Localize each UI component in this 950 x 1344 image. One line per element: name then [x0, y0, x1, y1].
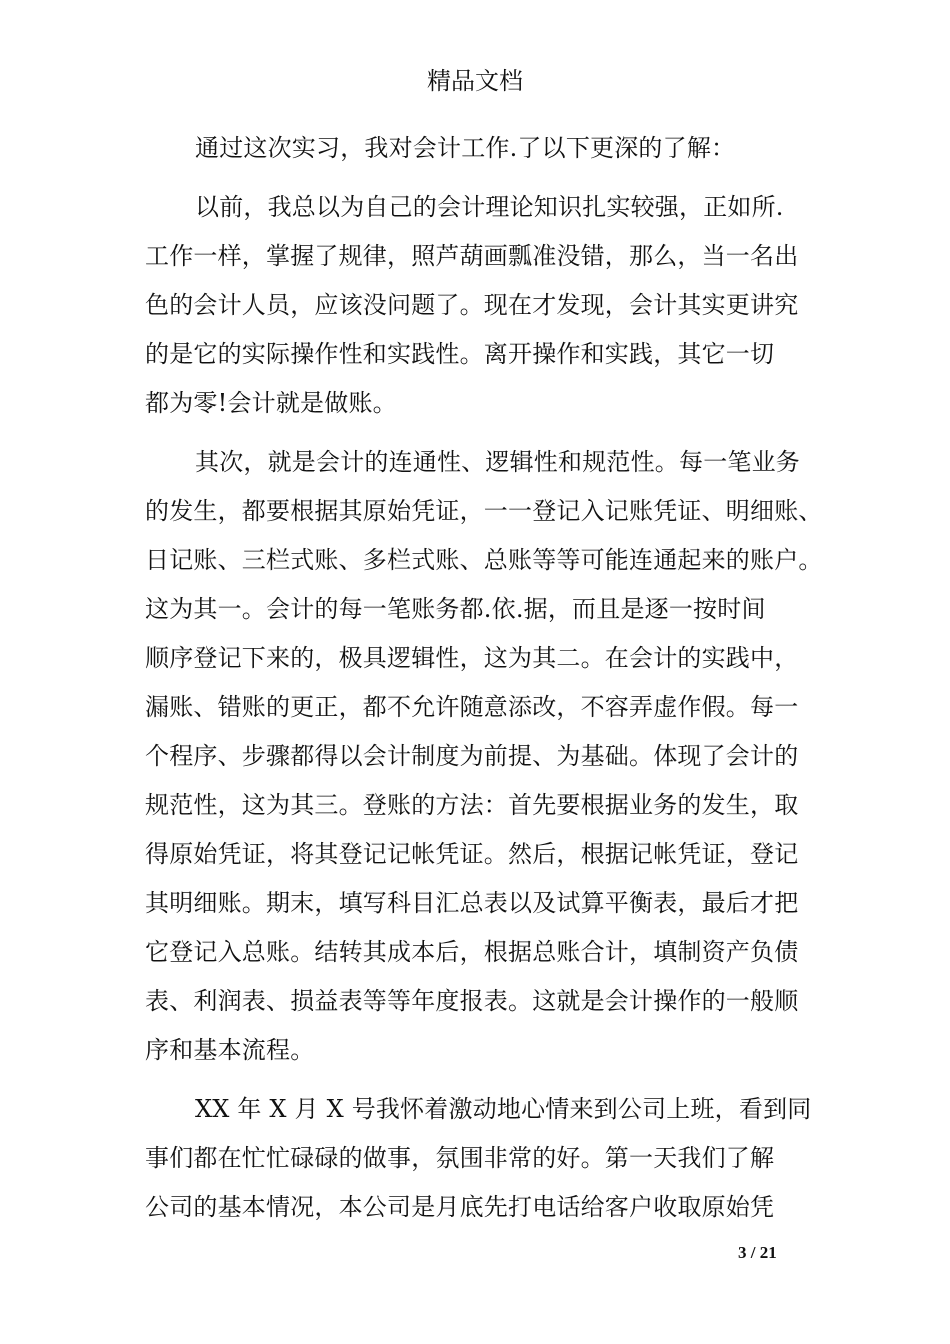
- paragraph-line: 的是它的实际操作性和实践性。离开操作和实践，其它一切: [145, 340, 775, 368]
- paragraph-line: 以前，我总以为自己的会计理论知识扎实较强，正如所.: [195, 193, 784, 221]
- paragraph-line: 其明细账。期末，填写科目汇总表以及试算平衡表，最后才把: [145, 889, 799, 917]
- paragraph-line: 序和基本流程。: [145, 1036, 315, 1064]
- paragraph-line: 个程序、步骤都得以会计制度为前提、为基础。体现了会计的: [145, 742, 799, 770]
- paragraph-line: 都为零!会计就是做账。: [145, 389, 397, 417]
- paragraph-line: 它登记入总账。结转其成本后，根据总账合计，填制资产负债: [145, 938, 799, 966]
- page-header-title: 精品文档: [427, 67, 523, 95]
- paragraph-line: XX 年 X 月 X 号我怀着激动地心情来到公司上班，看到同: [195, 1095, 812, 1123]
- paragraph-line: 通过这次实习，我对会计工作.了以下更深的了解：: [195, 134, 736, 162]
- paragraph-line: 这为其一。会计的每一笔账务都.依.据，而且是逐一按时间: [145, 595, 766, 623]
- page-number: 3 / 21: [738, 1243, 777, 1262]
- paragraph-line: 得原始凭证，将其登记记帐凭证。然后，根据记帐凭证，登记: [145, 840, 799, 868]
- paragraph-line: 漏账、错账的更正，都不允许随意添改，不容弄虚作假。每一: [145, 693, 799, 721]
- paragraph-line: 工作一样，掌握了规律，照芦葫画瓢准没错，那么，当一名出: [145, 242, 799, 270]
- paragraph-line: 色的会计人员，应该没问题了。现在才发现，会计其实更讲究: [145, 291, 799, 319]
- paragraph-line: 公司的基本情况，本公司是月底先打电话给客户收取原始凭: [145, 1193, 775, 1221]
- paragraph-line: 的发生，都要根据其原始凭证，一一登记入记账凭证、明细账、: [145, 497, 823, 525]
- paragraph-line: 规范性，这为其三。登账的方法：首先要根据业务的发生，取: [145, 791, 799, 819]
- paragraph-line: 其次，就是会计的连通性、逻辑性和规范性。每一笔业务: [195, 448, 800, 476]
- paragraph-line: 表、利润表、损益表等等年度报表。这就是会计操作的一般顺: [145, 987, 799, 1015]
- document-body: [145, 124, 823, 1232]
- paragraph-line: 顺序登记下来的，极具逻辑性，这为其二。在会计的实践中，: [145, 644, 799, 672]
- paragraph-line: 事们都在忙忙碌碌的做事，氛围非常的好。第一天我们了解: [145, 1144, 775, 1172]
- paragraph-line: 日记账、三栏式账、多栏式账、总账等等可能连通起来的账户。: [145, 546, 823, 574]
